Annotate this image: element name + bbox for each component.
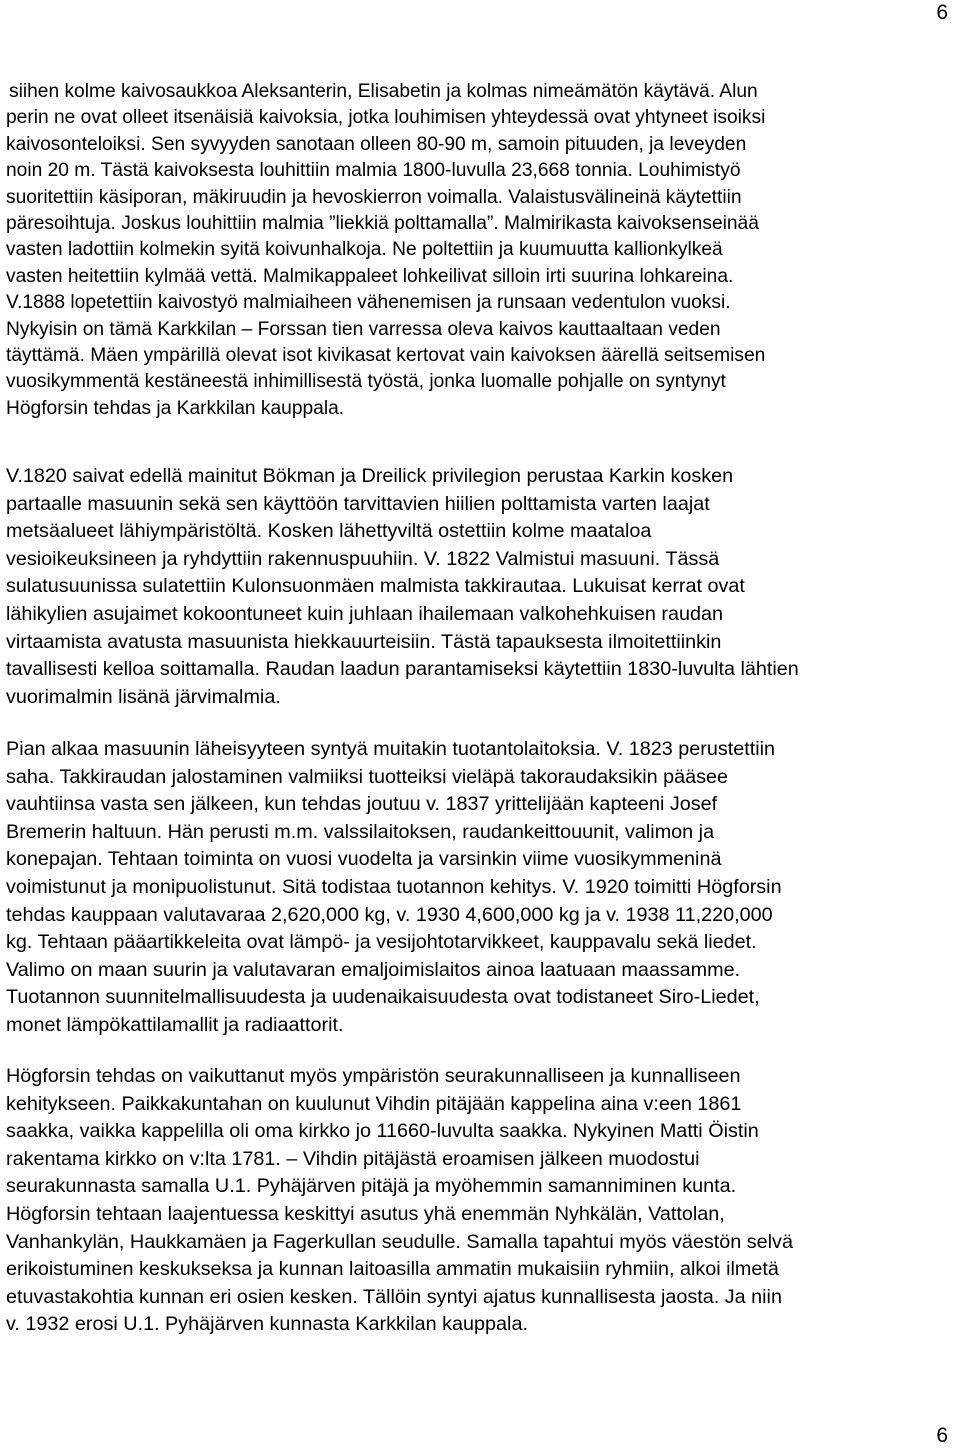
text-line: v. 1932 erosi U.1. Pyhäjärven kunnasta Karkkilan kauppala. [6, 1313, 528, 1336]
text-line: vasten ladottiin kolmekin syitä koivunhalkoja. Ne poltettiin ja kuumuutta kallionkylkeä [6, 239, 723, 261]
text-line: lähikylien asujaimet kokoontuneet kuin juhlaan ihailemaan valkohehkuisen raudan [6, 602, 723, 625]
text-line: Bremerin haltuun. Hän perusti m.m. valssilaitoksen, raudankeittouunit, valimon ja [6, 820, 715, 843]
text-line: V.1888 lopetettiin kaivostyö malmiaiheen vähenemisen ja runsaan vedentulon vuoksi. [6, 292, 731, 314]
text-line: saha. Takkiraudan jalostaminen valmiiksi tuotteiksi vieläpä takoraudaksikin pääsee [6, 765, 729, 788]
text-line: Nykyisin on tämä Karkkilan – Forssan tien varressa oleva kaivos kauttaaltaan veden [6, 318, 721, 340]
page-number-top: 6 [936, 1, 948, 24]
text-line: monet lämpökattilamallit ja radiaattorit. [6, 1013, 344, 1036]
page-number-bottom: 6 [936, 1424, 948, 1447]
text-line: seurakunnasta samalla U.1. Pyhäjärven pitäjä ja myöhemmin samanniminen kunta. [6, 1175, 737, 1198]
text-line: Högforsin tehdas ja Karkkilan kauppala. [6, 397, 345, 419]
text-line: metsäalueet lähiympäristöltä. Kosken lähettyviltä ostettiin kolme maataloa [6, 520, 652, 543]
paragraph-2 [6, 463, 950, 711]
text-line: saakka, vaikka kappelilla oli oma kirkko jo 11660-luvulta saakka. Nykyinen Matti Öistin [6, 1120, 759, 1143]
text-line: vuorimalmin lisänä järvimalmia. [6, 685, 281, 708]
text-line: vuosikymmentä kestäneestä inhimillisestä työstä, jonka luomalle pohjalle on syntynyt [6, 371, 726, 393]
text-line: vesioikeuksineen ja ryhdyttiin rakennuspuuhiin. V. 1822 Valmistui masuuni. Tässä [6, 547, 720, 570]
text-line: Högforsin tehtaan laajentuessa keskittyi asutus yhä enemmän Nyhkälän, Vattolan, [6, 1202, 725, 1225]
text-line: sulatusuunissa sulatettiin Kulonsuonmäen malmista takkirautaa. Lukuisat kerrat ovat [6, 575, 745, 598]
text-line: siihen kolme kaivosaukkoa Aleksanterin, Elisabetin ja kolmas nimeämätön käytävä. Alun [9, 81, 758, 102]
text-line: partaalle masuunin sekä sen käyttöön tarvittavien hiilien polttamista varten laajat [6, 492, 710, 515]
text-line: kehitykseen. Paikkakuntahan on kuulunut Vihdin pitäjään kappelina aina v:een 1861 [6, 1092, 742, 1115]
text-line: tehdas kauppaan valutavaraa 2,620,000 kg, v. 1930 4,600,000 kg ja v. 1938 11,220,000 [6, 903, 773, 926]
text-line: Pian alkaa masuunin läheisyyteen syntyä muitakin tuotantolaitoksia. V. 1823 perustettiin [6, 738, 776, 760]
text-line: etuvastakohtia kunnan eri osien kesken. Tällöin syntyi ajatus kunnallisesta jaosta. Ja niin [6, 1285, 782, 1308]
text-line: rakentama kirkko on v:lta 1781. – Vihdin pitäjästä eroamisen jälkeen muodostui [6, 1147, 700, 1170]
text-line: noin 20 m. Tästä kaivoksesta louhittiin malmia 1800-luvulla 23,668 tonnia. Louhimistyö [6, 160, 741, 182]
text-line: vasten heitettiin kylmää vettä. Malmikappaleet lohkeilivat silloin irti suurina lohkareina. [6, 265, 734, 287]
paragraph-4 [6, 1063, 950, 1339]
text-line: kg. Tehtaan pääartikkeleita ovat lämpö- ja vesijohtotarvikkeet, kauppavalu sekä liedet. [6, 931, 757, 954]
text-line: Högforsin tehdas on vaikuttanut myös ympäristön seurakunnalliseen ja kunnalliseen [6, 1065, 741, 1087]
text-line: perin ne ovat olleet itsenäisiä kaivoksia, jotka louhimisen yhteydessä ovat yhtyneet isoiksi [6, 107, 766, 129]
text-line: virtaamista avatusta masuunista hiekkauurteisiin. Tästä tapauksesta ilmoitettiinkin [6, 630, 722, 653]
paragraph-1 [6, 79, 950, 422]
text-line: erikoistuminen keskukseksa ja kunnan laitoasilla ammatin mukaisiin ryhmiin, alkoi ilmetä [6, 1258, 779, 1281]
text-line: päresoihtuja. Joskus louhittiin malmia ”liekkiä polttamalla”. Malmirikasta kaivoksenseinää [6, 213, 759, 235]
text-line: vauhtiinsa vasta sen jälkeen, kun tehdas joutuu v. 1837 yrittelijään kapteeni Josef [6, 793, 718, 816]
text-line: täyttämä. Mäen ympärillä olevat isot kivikasat kertovat vain kaivoksen äärellä seitsemisen [6, 345, 766, 367]
text-line: voimistunut ja monipuolistunut. Sitä todistaa tuotannon kehitys. V. 1920 toimitti Högforsin [6, 875, 782, 898]
text-line: V.1820 saivat edellä mainitut Bökman ja Dreilick privilegion perustaa Karkin kosken [6, 465, 734, 487]
text-line: Valimo on maan suurin ja valutavaran emaljoimislaitos ainoa laatuaan maassamme. [6, 958, 741, 981]
text-line: Vanhankylän, Haukkamäen ja Fagerkullan seudulle. Samalla tapahtui myös väestön selvä [6, 1230, 793, 1253]
text-line: konepajan. Tehtaan toiminta on vuosi vuodelta ja varsinkin viime vuosikymmeninä [6, 848, 722, 871]
text-line: tavallisesti kelloa soittamalla. Raudan laadun parantamiseksi käytettiin 1830-luvulta lähtien [6, 658, 799, 681]
text-line: suoritettiin käsiporan, mäkiruudin ja hevoskierron voimalla. Valaistusvälineinä käytettiin [6, 186, 742, 208]
text-line: kaivosonteloiksi. Sen syvyyden sanotaan olleen 80-90 m, samoin pituuden, ja leveyden [6, 133, 747, 155]
paragraph-3 [6, 736, 950, 1040]
text-line: Tuotannon suunnitelmallisuudesta ja uudenaikaisuudesta ovat todistaneet Siro-Liedet, [6, 986, 760, 1009]
